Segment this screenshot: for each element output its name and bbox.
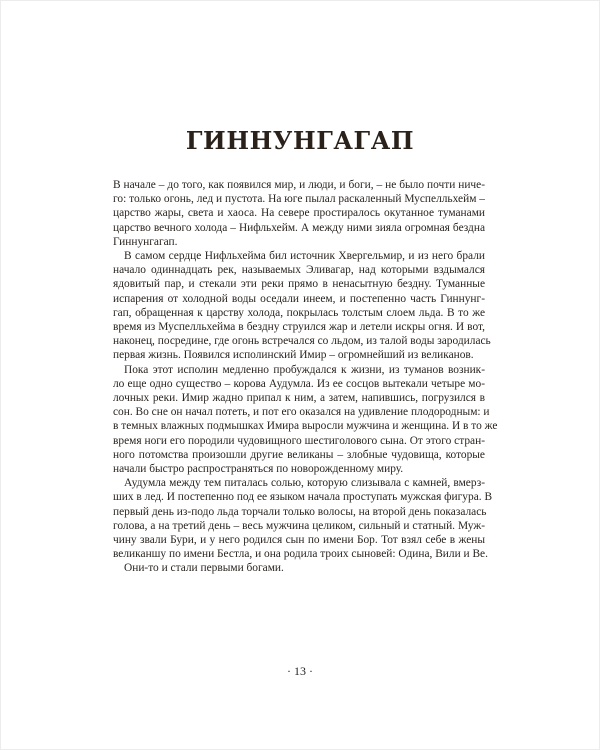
text-line: царство вечного холода – Нифльхейм. А между ними зияла огромная бездна [113, 221, 485, 234]
text-line: ного потомства произошли другие великаны – злобные чудовища, которые [113, 448, 485, 461]
text-line: Пока этот исполин медленно пробуждался к жизни, из туманов возник- [124, 363, 485, 376]
text-line: великаншу по имени Бестла, и она родила троих сыновей: Одина, Вили и Ве. [113, 548, 488, 561]
text-line: время ноги его породили чудовищного шестиголового сына. От этого стран- [113, 434, 485, 447]
text-line: лочных реки. Имир жадно припал к ним, а затем, напившись, погрузился в [113, 392, 485, 405]
text-line: испарения от холодной воды оседали инеем, и постепенно часть Гиннунг- [113, 292, 485, 305]
text-line: в темных влажных подмышках Имира выросли мужчина и женщина. И в то же [113, 420, 498, 433]
text-line: Гиннунгагап. [113, 235, 178, 248]
text-line: гап, обращенная к царству холода, покрылась толстым слоем льда. В то же [113, 306, 485, 319]
text-line: начали быстро распространяться по новорожденному миру. [113, 463, 404, 476]
text-line: Аудумла между тем питалась солью, которую слизывала с камней, вмерз- [124, 477, 485, 490]
text-line: ло еще одно существо – корова Аудумла. Из ее сосцов вытекали четыре мо- [113, 377, 485, 390]
text-line: царство жары, света и хаоса. На севере простиралось окутанное туманами [113, 207, 485, 220]
text-line: сон. Во сне он начал потеть, и пот его оказался на удивление плодородным: и [113, 406, 490, 419]
text-line: Они-то и стали первыми богами. [124, 562, 284, 575]
text-line: наконец, посредине, где огонь встречался со льдом, из талой воды зародилась [113, 335, 491, 348]
page-number: · 13 · [287, 664, 313, 678]
text-line: В начале – до того, как появился мир, и люди, и боги, – не было почти ниче- [113, 179, 485, 191]
paragraph [113, 476, 493, 561]
text-line: время из Муспелльхейма в бездну струился жар и летели искры огня. И вот, [113, 321, 485, 334]
text-line: В самом сердце Нифльхейма бил источник Хвергельмир, и из него брали [124, 250, 485, 263]
paragraph [113, 249, 491, 363]
paragraph [113, 178, 485, 249]
text-line: голова, а на третий день – весь мужчина целиком, сильный и статный. Муж- [113, 519, 485, 532]
text-line: первый день из-подо льда торчали только волосы, на второй день показалась [113, 505, 487, 518]
text-line: чину звали Бури, и у него родился сын по имени Бор. Тот взял себе в жены [113, 534, 485, 547]
text-line: первая жизнь. Появился исполинский Имир – огромнейший из великанов. [113, 349, 474, 362]
text-line: ших в лед. И постепенно под ее языком начала проступать мужская фигура. В [113, 491, 493, 504]
chapter-title: ГИННУНГАГАП [185, 126, 415, 155]
text-line: ядовитый пар, и стекали эти реки прямо в ненасытную бездну. Туманные [113, 278, 485, 291]
paragraph [113, 561, 485, 575]
paragraph [113, 363, 498, 477]
chapter-text [113, 178, 498, 576]
text-line: начало одиннадцать рек, называемых Эливагар, над которыми вздымался [113, 264, 485, 277]
text-line: го: только огонь, лед и пустота. На юге пылал раскаленный Муспелльхейм – [113, 193, 485, 206]
